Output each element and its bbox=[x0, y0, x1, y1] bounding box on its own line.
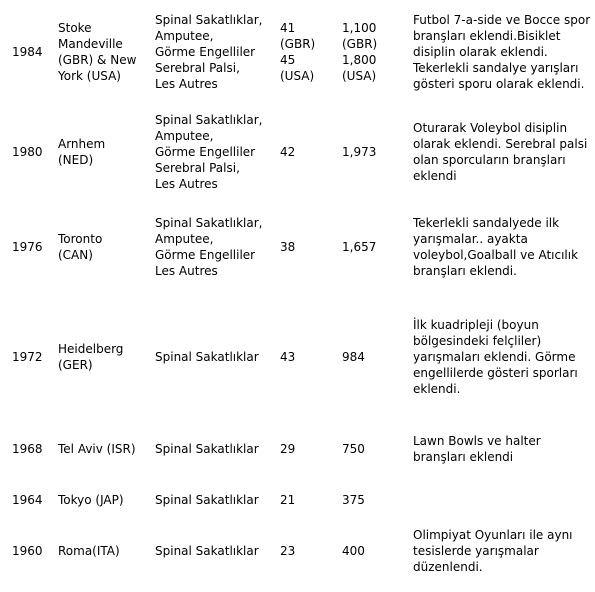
year-cell: 1972 bbox=[12, 349, 43, 364]
countries-cell: 29 bbox=[280, 442, 296, 456]
year-cell: 1960 bbox=[12, 544, 43, 558]
disabilities-cell: Spinal Sakatlıklar bbox=[155, 544, 259, 558]
year-cell: 1964 bbox=[12, 493, 43, 507]
host-cell: Tel Aviv (ISR) bbox=[58, 442, 136, 456]
disabilities-cell: Spinal Sakatlıklar, Amputee, Görme Engelliler Serebral Palsi, Les Autres bbox=[155, 13, 263, 91]
year-cell: 1980 bbox=[12, 144, 43, 159]
host-cell: Arnhem (NED) bbox=[58, 136, 106, 167]
year-cell: 1968 bbox=[12, 442, 43, 456]
disabilities-cell: Spinal Sakatlıklar, Amputee, Görme Engelliler Serebral Palsi, Les Autres bbox=[155, 112, 263, 191]
notes-cell: Oturarak Voleybol disiplin olarak eklendi. Serebral palsi olan sporcuların branşları eklendi bbox=[413, 120, 588, 183]
notes-cell: Tekerlekli sandalyede ilk yarışmalar.. ayakta voleybol,Goalball ve Atıcılık branşları eklendi. bbox=[413, 216, 579, 278]
year-cell: 1976 bbox=[12, 240, 43, 254]
host-cell: Toronto (CAN) bbox=[58, 232, 103, 262]
athletes-cell: 984 bbox=[342, 349, 365, 364]
host-cell: Tokyo (JAP) bbox=[58, 493, 124, 507]
disabilities-cell: Spinal Sakatlıklar, Amputee, Görme Engelliler Les Autres bbox=[155, 216, 263, 278]
notes-cell: İlk kuadripleji (boyun bölgesindeki felçliler) yarışmaları eklendi. Görme engellilerde gösteri sporları eklendi. bbox=[413, 317, 578, 396]
notes-cell bbox=[411, 480, 595, 520]
notes-cell: Lawn Bowls ve halter branşları eklendi bbox=[413, 434, 541, 464]
countries-cell: 38 bbox=[280, 240, 296, 254]
athletes-cell: 1,973 bbox=[342, 144, 377, 159]
table-row bbox=[0, 418, 595, 480]
countries-cell: 42 bbox=[280, 144, 296, 159]
countries-cell: 23 bbox=[280, 544, 296, 558]
athletes-cell: 375 bbox=[342, 493, 365, 507]
disabilities-cell: Spinal Sakatlıklar bbox=[155, 493, 259, 507]
athletes-cell: 400 bbox=[342, 544, 365, 558]
table-row bbox=[0, 199, 595, 295]
host-cell: Roma(ITA) bbox=[58, 544, 120, 558]
athletes-cell: 1,657 bbox=[342, 240, 377, 254]
year-cell: 1984 bbox=[12, 45, 43, 59]
table-row bbox=[0, 520, 595, 582]
table-row bbox=[0, 104, 595, 199]
disabilities-cell: Spinal Sakatlıklar bbox=[155, 349, 259, 364]
athletes-cell: 750 bbox=[342, 442, 365, 456]
host-cell: Heidelberg (GER) bbox=[58, 341, 124, 372]
notes-cell: Olimpiyat Oyunları ile aynı tesislerde yarışmalar düzenlendi. bbox=[413, 528, 573, 574]
countries-cell: 43 bbox=[280, 349, 296, 364]
table-row bbox=[0, 295, 595, 418]
table-row bbox=[0, 480, 595, 520]
host-cell: Stoke Mandeville (GBR) & New York (USA) bbox=[58, 21, 137, 83]
athletes-cell: 1,100 (GBR) 1,800 (USA) bbox=[342, 21, 378, 83]
countries-cell: 21 bbox=[280, 493, 296, 507]
countries-cell: 41 (GBR) 45 (USA) bbox=[280, 21, 316, 83]
table-row bbox=[0, 0, 595, 104]
disabilities-cell: Spinal Sakatlıklar bbox=[155, 442, 259, 456]
notes-cell: Futbol 7-a-side ve Bocce spor branşları eklendi.Bisiklet disiplin olarak eklendi. Tekerlekli sandalye yarışları gösteri sporu olarak eklendi. bbox=[413, 13, 591, 91]
